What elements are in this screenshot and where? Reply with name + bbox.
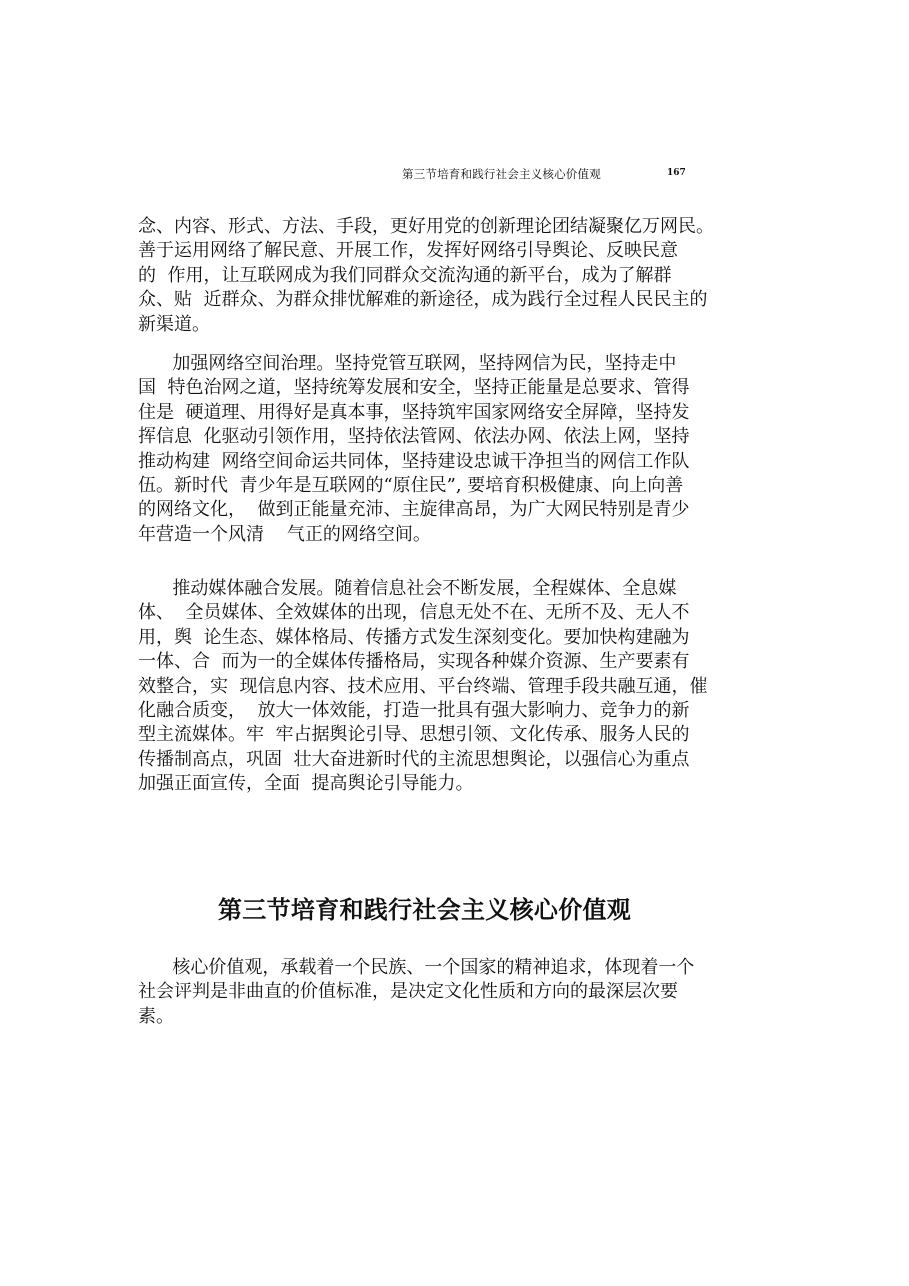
text-line: 年营造一个风清 气正的网络空间。 (138, 523, 431, 545)
text-line: 众、贴 近群众、为群众排忧解难的新途径，成为践行全过程人民民主的 (138, 289, 708, 311)
paragraph-1 (138, 215, 714, 337)
text-line: 国 特色治网之道，坚持统筹发展和安全，坚持正能量是总要求、管得 (138, 377, 690, 399)
text-line: 挥信息 化驱动引领作用，坚持依法管网、依法办网、依法上网，坚持 (138, 426, 690, 448)
paragraph-2 (138, 352, 698, 547)
text-line: 住是 硬道理、用得好是真本事，坚持筑牢国家网络安全屏障，坚持发 (138, 401, 690, 423)
text-line: 效整合，实 现信息内容、技术应用、平台终端、管理手段共融互通，催 (138, 675, 708, 697)
paragraph-4 (138, 956, 698, 1029)
text-line: 化融合质变， 放大一体效能，打造一批具有强大影响力、竞争力的新 (138, 699, 690, 721)
text-line: 推动构建 网络空间命运共同体，坚持建设忠诚干净担当的网信工作队 (138, 450, 690, 472)
text-line: 伍。新时代 青少年是互联网的“原住民”, 要培育积极健康、向上向善 (138, 474, 684, 496)
text-line: 念、内容、形式、方法、手段，更好用党的创新理论团结凝聚亿万网民。 (138, 216, 714, 237)
text-line: 传播制高点，巩固 壮大奋进新时代的主流思想舆论，以强信心为重点 (138, 748, 690, 770)
running-header: 第三节培育和践行社会主义核心价值观 (402, 167, 601, 181)
text-line: 核心价值观，承载着一个民族、一个国家的精神追求，体现着一个 (138, 957, 695, 978)
page-number: 167 (667, 168, 686, 178)
text-line: 的 作用，让互联网成为我们同群众交流沟通的新平台，成为了解群 (138, 264, 672, 286)
text-line: 素。 (138, 1005, 174, 1027)
text-line: 型主流媒体。牢 牢占据舆论引导、思想引领、文化传承、服务人民的 (138, 724, 690, 746)
text-line: 推动媒体融合发展。随着信息社会不断发展，全程媒体、全息媒 (138, 578, 677, 599)
paragraph-3 (138, 577, 708, 797)
text-line: 加强网络空间治理。坚持党管互联网，坚持网信为民，坚持走中 (138, 353, 677, 374)
section-heading: 第三节培育和践行社会主义核心价值观 (218, 895, 632, 924)
text-line: 一体、合 而为一的全媒体传播格局，实现各种媒介资源、生产要素有 (138, 651, 690, 673)
text-line: 加强正面宣传，全面 提高舆论引导能力。 (138, 773, 474, 795)
text-line: 的网络文化， 做到正能量充沛、主旋律高昂，为广大网民特别是青少 (138, 499, 690, 521)
text-line: 体、 全员媒体、全效媒体的出现，信息无处不在、无所不及、无人不 (138, 602, 690, 624)
text-line: 善于运用网络了解民意、开展工作，发挥好网络引导舆论、反映民意 (138, 240, 678, 262)
text-line: 社会评判是非曲直的价值标准，是决定文化性质和方向的最深层次要 (138, 981, 678, 1003)
text-line: 新渠道。 (138, 313, 210, 335)
text-line: 用，舆 论生态、媒体格局、传播方式发生深刻变化。要加快构建融为 (138, 626, 690, 648)
